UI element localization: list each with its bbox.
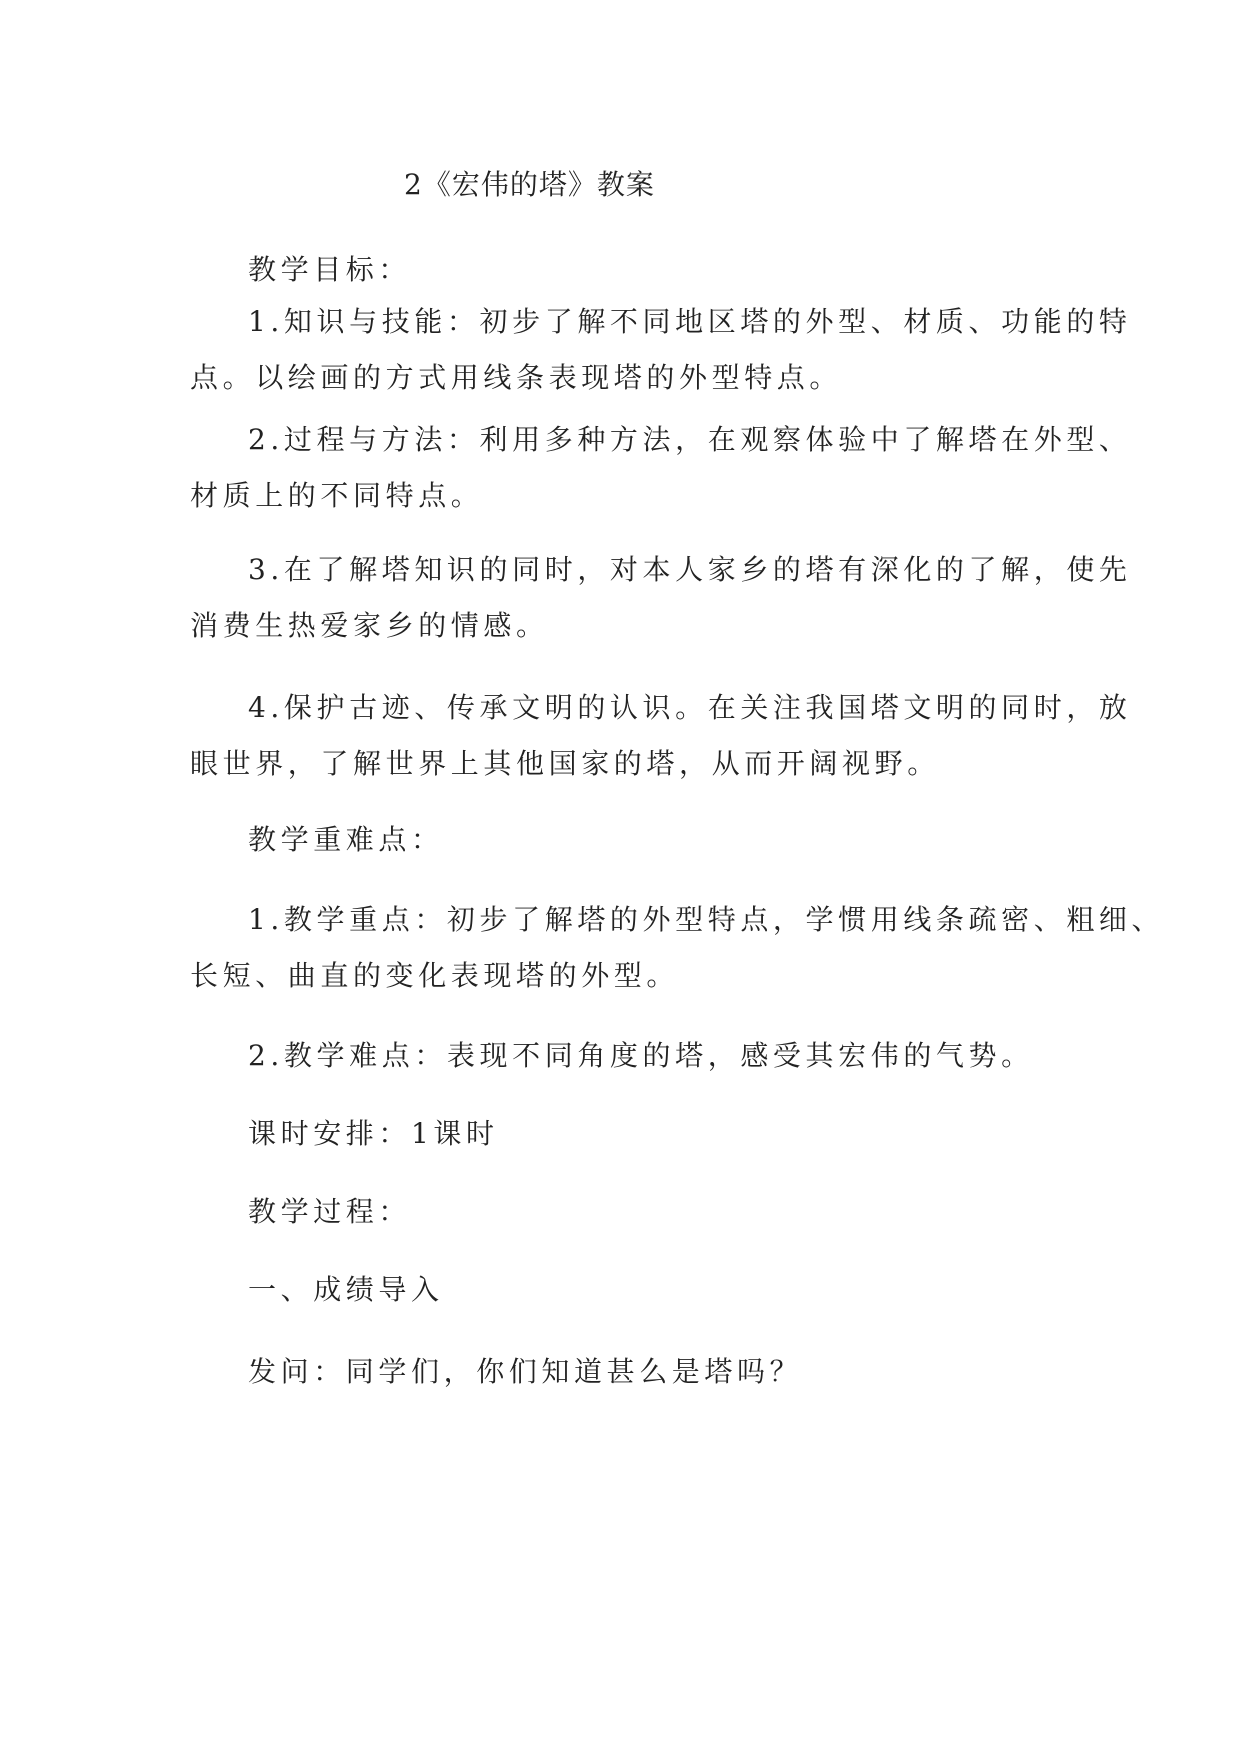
section-heading-objectives: 教学目标： [248,253,412,286]
section-heading-key-points: 教学重难点： [248,823,444,856]
paragraph-line: 4.保护古迹、传承文明的认识。在关注我国塔文明的同时，放 [248,691,1132,724]
paragraph-line: 发问：同学们，你们知道甚么是塔吗？ [248,1355,803,1388]
section-heading-process: 教学过程： [248,1195,412,1228]
paragraph-line: 材质上的不同特点。 [190,479,484,512]
paragraph-line: 1.教学重点：初步了解塔的外型特点，学惯用线条疏密、粗细、 [248,903,1165,936]
paragraph-line: 点。以绘画的方式用线条表现塔的外型特点。 [190,361,843,394]
paragraph-line: 课时安排：1课时 [248,1117,499,1150]
paragraph-line: 2.教学难点：表现不同角度的塔，感受其宏伟的气势。 [248,1039,1034,1072]
paragraph-line: 消费生热爱家乡的情感。 [190,609,549,642]
paragraph-line: 眼世界，了解世界上其他国家的塔，从而开阔视野。 [190,747,940,780]
paragraph-line: 3.在了解塔知识的同时，对本人家乡的塔有深化的了解，使先 [248,553,1132,586]
paragraph-line: 2.过程与方法：利用多种方法，在观察体验中了解塔在外型、 [248,423,1132,456]
subsection-heading: 一、成绩导入 [248,1273,444,1306]
paragraph-line: 1.知识与技能：初步了解不同地区塔的外型、材质、功能的特 [248,305,1132,338]
paragraph-line: 长短、曲直的变化表现塔的外型。 [190,959,680,992]
document-title: 2《宏伟的塔》教案 [404,168,655,201]
